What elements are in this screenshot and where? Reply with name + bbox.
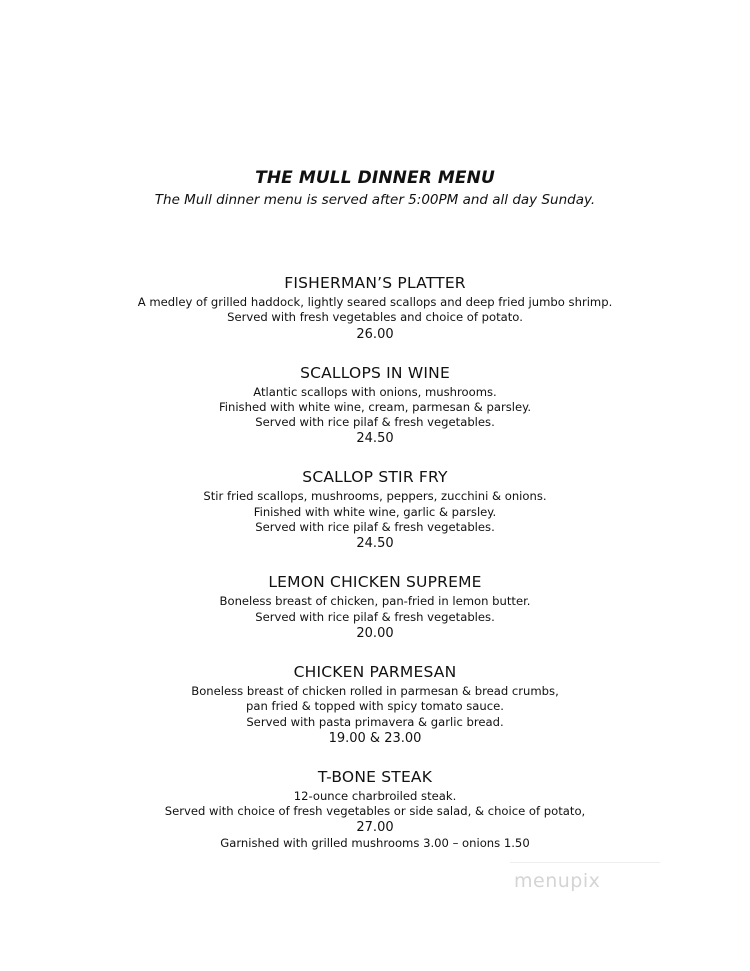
item-description-line: 12-ounce charbroiled steak. — [293, 788, 457, 803]
page-title: THE MULL DINNER MENU — [255, 168, 495, 188]
menu-items — [0, 271, 750, 870]
menu-item-scallops-in-wine — [0, 361, 750, 448]
item-description-line: Served with fresh vegetables and choice of potato. — [227, 310, 523, 325]
item-description-line: Served with rice pilaf & fresh vegetables. — [255, 520, 495, 535]
menu-item-lemon-chicken-supreme — [0, 570, 750, 642]
item-description-line: Served with rice pilaf & fresh vegetables. — [255, 415, 495, 430]
item-price: 19.00 & 23.00 — [328, 730, 422, 746]
item-description-line: Boneless breast of chicken rolled in parmesan & bread crumbs, — [191, 683, 559, 698]
item-note: Garnished with grilled mushrooms 3.00 – onions 1.50 — [220, 836, 530, 851]
item-name: SCALLOP STIR FRY — [302, 468, 448, 487]
item-description-line: pan fried & topped with spicy tomato sauce. — [246, 699, 504, 714]
item-description-line: Atlantic scallops with onions, mushrooms. — [253, 384, 497, 399]
menu-item-t-bone-steak — [0, 765, 750, 852]
menu-item-chicken-parmesan — [0, 660, 750, 747]
item-description-line: Served with choice of fresh vegetables or side salad, & choice of potato, — [164, 804, 586, 819]
item-name: LEMON CHICKEN SUPREME — [268, 573, 482, 592]
item-name: SCALLOPS IN WINE — [300, 363, 450, 382]
menu-item-fishermans-platter — [0, 271, 750, 343]
item-price: 24.50 — [356, 536, 394, 552]
item-name: T-BONE STEAK — [317, 767, 433, 786]
item-description-line: Stir fried scallops, mushrooms, peppers, zucchini & onions. — [203, 489, 547, 504]
item-description-line: Served with rice pilaf & fresh vegetables. — [255, 609, 495, 624]
menu-item-scallop-stir-fry — [0, 465, 750, 552]
item-description-line: Finished with white wine, garlic & parsley. — [253, 504, 497, 519]
item-price: 20.00 — [356, 625, 394, 641]
item-price: 27.00 — [356, 820, 394, 836]
item-name: FISHERMAN’S PLATTER — [284, 274, 466, 292]
item-description-line: Served with pasta primavera & garlic bread. — [246, 714, 504, 729]
item-description-line: Boneless breast of chicken, pan-fried in lemon butter. — [219, 594, 531, 609]
page-subtitle: The Mull dinner menu is served after 5:00PM and all day Sunday. — [154, 192, 596, 208]
item-name: CHICKEN PARMESAN — [293, 662, 457, 681]
item-price: 24.50 — [356, 431, 394, 447]
item-description-line: Finished with white wine, cream, parmesan & parsley. — [218, 399, 532, 414]
watermark-logo: menupix — [514, 870, 601, 892]
item-description-line: A medley of grilled haddock, lightly seared scallops and deep fried jumbo shrimp. — [137, 295, 613, 309]
menu-header — [0, 166, 750, 210]
item-price: 26.00 — [356, 326, 394, 342]
watermark-divider — [510, 862, 660, 863]
